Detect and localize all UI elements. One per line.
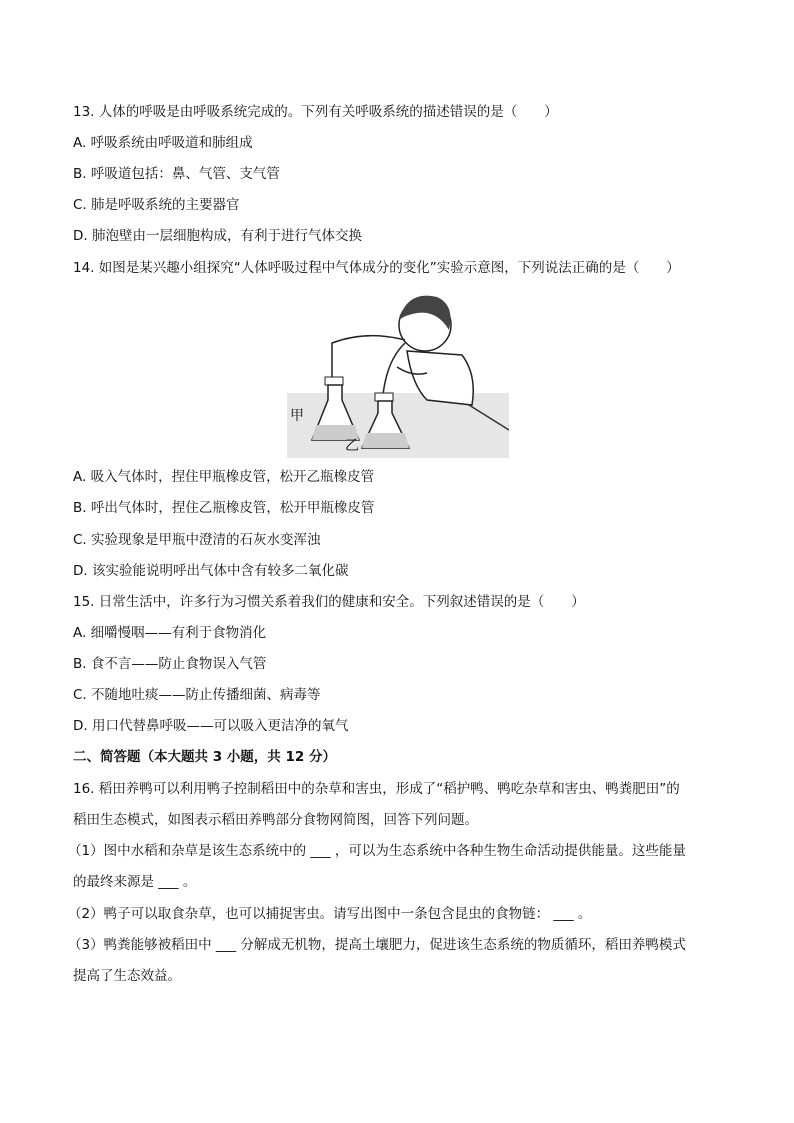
q13-option-c: C. 肺是呼吸系统的主要器官 bbox=[73, 197, 240, 213]
q16-subquestion-2: （2）鸭子可以取食杂草，也可以捕捉害虫。请写出图中一条包含昆虫的食物链： ___ 。 bbox=[68, 906, 592, 922]
q16-line: 稻田生态模式，如图表示稻田养鸭部分食物网简图，回答下列问题。 bbox=[73, 812, 478, 828]
q13-option-a: A. 呼吸系统由呼吸道和肺组成 bbox=[73, 135, 253, 151]
q13-option-d: D. 肺泡壁由一层细胞构成，有利于进行气体交换 bbox=[73, 228, 362, 244]
q16-subquestion-1: （1）图中水稻和杂草是该生态系统中的 ___ ，可以为生态系统中各种生物生命活动提供能量。这些能量 bbox=[68, 843, 686, 859]
q16-subquestion-3: （3）鸭粪能够被稻田中 ___ 分解成无机物，提高土壤肥力，促进该生态系统的物质循环，稻田养鸭模式 bbox=[68, 937, 686, 953]
q16-line: 的最终来源是 ___ 。 bbox=[73, 874, 197, 890]
q14-stem: 14. 如图是某兴趣小组探究“人体呼吸过程中气体成分的变化”实验示意图，下列说法正确的是（ ） bbox=[73, 260, 680, 276]
breathing-experiment-illustration bbox=[287, 285, 509, 458]
q14-option-d: D. 该实验能说明呼出气体中含有较多二氧化碳 bbox=[73, 563, 349, 579]
q13-stem: 13. 人体的呼吸是由呼吸系统完成的。下列有关呼吸系统的描述错误的是（ ） bbox=[73, 104, 558, 120]
q15-option-a: A. 细嚼慢咽——有利于食物消化 bbox=[73, 625, 267, 641]
q15-option-c: C. 不随地吐痰——防止传播细菌、病毒等 bbox=[73, 687, 321, 703]
q15-option-d: D. 用口代替鼻呼吸——可以吸入更洁净的氧气 bbox=[73, 718, 349, 734]
q15-option-b: B. 食不言——防止食物误入气管 bbox=[73, 656, 267, 672]
q16-line: 16. 稻田养鸭可以利用鸭子控制稻田中的杂草和害虫，形成了“稻护鸭、鸭吃杂草和害虫、鸭粪肥田”的 bbox=[73, 781, 680, 797]
q14-option-b: B. 呼出气体时，捏住乙瓶橡皮管，松开甲瓶橡皮管 bbox=[73, 500, 375, 516]
label-flask-jia: 甲 bbox=[290, 408, 304, 424]
q15-stem: 15. 日常生活中，许多行为习惯关系着我们的健康和安全。下列叙述错误的是（ ） bbox=[73, 594, 585, 610]
q16-line: 提高了生态效益。 bbox=[73, 968, 181, 984]
q14-option-a: A. 吸入气体时，捏住甲瓶橡皮管，松开乙瓶橡皮管 bbox=[73, 469, 375, 485]
q14-option-c: C. 实验现象是甲瓶中澄清的石灰水变浑浊 bbox=[73, 532, 321, 548]
experiment-figure bbox=[287, 285, 509, 458]
q13-option-b: B. 呼吸道包括：鼻、气管、支气管 bbox=[73, 166, 280, 182]
section-title: 二、简答题（本大题共 3 小题，共 12 分） bbox=[73, 749, 336, 765]
label-flask-yi: 乙 bbox=[345, 438, 359, 454]
